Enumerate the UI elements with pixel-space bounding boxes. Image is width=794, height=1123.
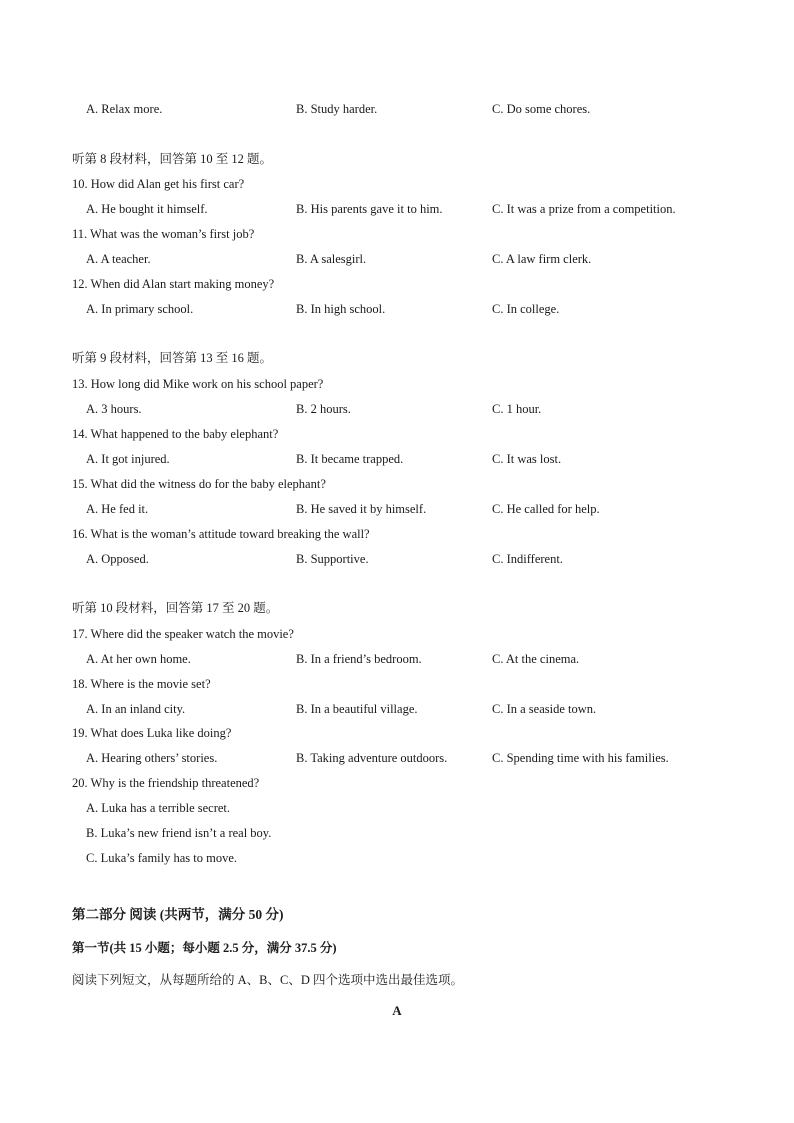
question-18: 18. Where is the movie set? xyxy=(72,677,211,691)
q16-option-b: B. Supportive. xyxy=(296,552,369,566)
passage-label: A xyxy=(392,1003,402,1018)
part-2-title: 第二部分 阅读 (共两节，满分 50 分) xyxy=(72,907,284,922)
q17-option-b: B. In a friend’s bedroom. xyxy=(296,652,422,666)
q9-option-c: C. Do some chores. xyxy=(492,102,591,116)
q15-option-a: A. He fed it. xyxy=(86,502,149,516)
question-14: 14. What happened to the baby elephant? xyxy=(72,427,279,441)
part-2-instructions: 阅读下列短文，从每题所给的 A、B、C、D 四个选项中选出最佳选项。 xyxy=(72,973,463,987)
q14-option-a: A. It got injured. xyxy=(86,452,170,466)
q18-option-a: A. In an inland city. xyxy=(86,702,186,716)
q11-option-b: B. A salesgirl. xyxy=(296,252,367,266)
q14-option-b: B. It became trapped. xyxy=(296,452,404,466)
question-19: 19. What does Luka like doing? xyxy=(72,726,232,740)
q15-option-c: C. He called for help. xyxy=(492,502,600,516)
q10-option-b: B. His parents gave it to him. xyxy=(296,202,443,216)
q9-option-b: B. Study harder. xyxy=(296,102,378,116)
question-17: 17. Where did the speaker watch the movie? xyxy=(72,627,294,641)
q19-option-c: C. Spending time with his families. xyxy=(492,751,669,765)
q12-option-b: B. In high school. xyxy=(296,302,386,316)
q16-option-c: C. Indifferent. xyxy=(492,552,563,566)
q12-option-a: A. In primary school. xyxy=(86,302,194,316)
q19-option-b: B. Taking adventure outdoors. xyxy=(296,751,448,765)
q12-option-c: C. In college. xyxy=(492,302,560,316)
q19-option-a: A. Hearing others’ stories. xyxy=(86,751,218,765)
q18-option-c: C. In a seaside town. xyxy=(492,702,597,716)
part-2-section-1-title: 第一节(共 15 小题；每小题 2.5 分，满分 37.5 分) xyxy=(72,941,337,955)
section-10-heading: 听第 10 段材料，回答第 17 至 20 题。 xyxy=(72,601,279,615)
q18-option-b: B. In a beautiful village. xyxy=(296,702,418,716)
question-15: 15. What did the witness do for the baby elephant? xyxy=(72,477,326,491)
q13-option-c: C. 1 hour. xyxy=(492,402,542,416)
q20-option-b: B. Luka’s new friend isn’t a real boy. xyxy=(86,826,272,840)
q17-option-a: A. At her own home. xyxy=(86,652,191,666)
q10-option-a: A. He bought it himself. xyxy=(86,202,208,216)
question-13: 13. How long did Mike work on his school paper? xyxy=(72,377,324,391)
section-9-heading: 听第 9 段材料，回答第 13 至 16 题。 xyxy=(72,351,273,365)
q11-option-a: A. A teacher. xyxy=(86,252,151,266)
q13-option-b: B. 2 hours. xyxy=(296,402,351,416)
question-20: 20. Why is the friendship threatened? xyxy=(72,776,260,790)
q11-option-c: C. A law firm clerk. xyxy=(492,252,592,266)
question-10: 10. How did Alan get his first car? xyxy=(72,177,245,191)
q9-option-a: A. Relax more. xyxy=(86,102,163,116)
question-11: 11. What was the woman’s first job? xyxy=(72,227,255,241)
question-12: 12. When did Alan start making money? xyxy=(72,277,275,291)
section-8-heading: 听第 8 段材料，回答第 10 至 12 题。 xyxy=(72,152,273,166)
q13-option-a: A. 3 hours. xyxy=(86,402,142,416)
q20-option-a: A. Luka has a terrible secret. xyxy=(86,801,231,815)
question-16: 16. What is the woman’s attitude toward breaking the wall? xyxy=(72,527,370,541)
q16-option-a: A. Opposed. xyxy=(86,552,149,566)
q10-option-c: C. It was a prize from a competition. xyxy=(492,202,676,216)
q20-option-c: C. Luka’s family has to move. xyxy=(86,851,238,865)
q14-option-c: C. It was lost. xyxy=(492,452,562,466)
q17-option-c: C. At the cinema. xyxy=(492,652,580,666)
q15-option-b: B. He saved it by himself. xyxy=(296,502,427,516)
